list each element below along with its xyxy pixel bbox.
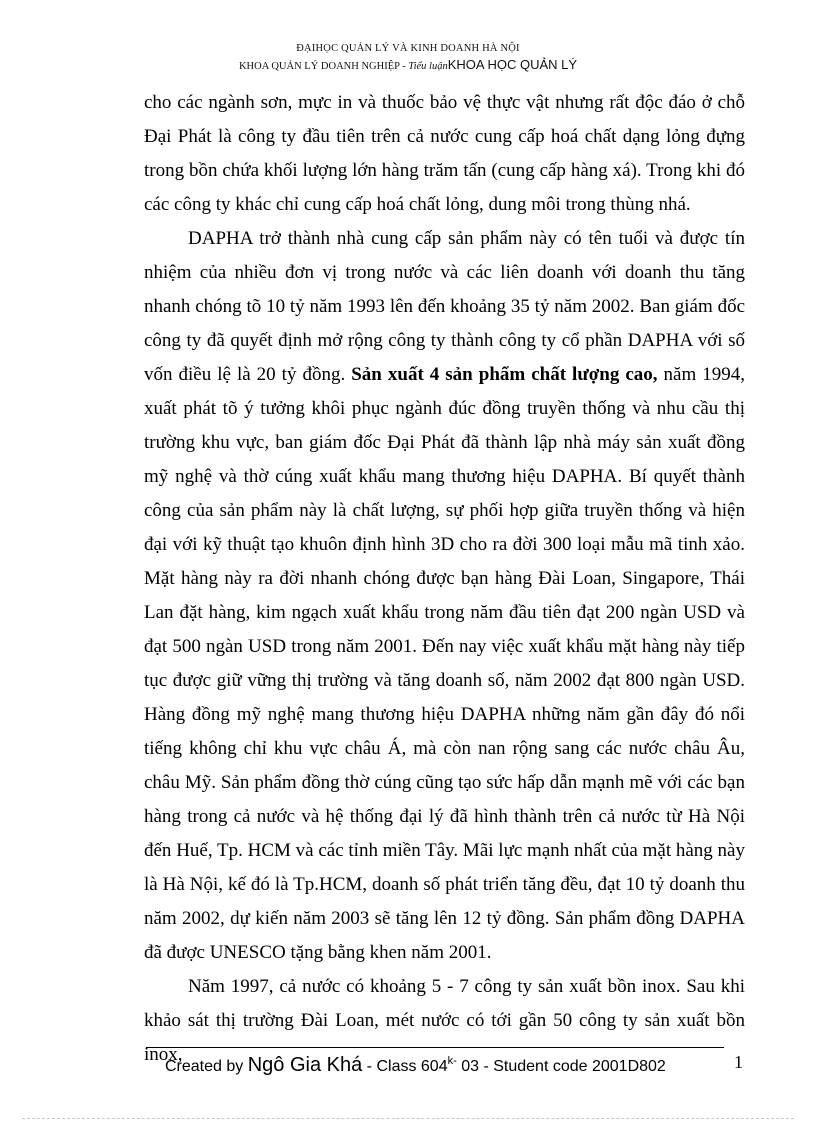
header-essay-label: Tiểu luận — [408, 61, 448, 72]
header-faculty — [0, 57, 816, 72]
paragraph-2-bold-heading: Sản xuất 4 sản phẩm chất lượng cao, — [351, 364, 658, 385]
paragraph-2-rest: năm 1994, xuất phát tõ ý tưởng khôi phục ngành đúc đồng truyền thống và nhu cầu thị trường khu vực, ban giám đốc Đại Phát đã thành lập nhà máy sản xuất đồng mỹ nghệ và thờ cúng xuất khẩu mang thương hiệu DAPHA. Bí quyết thành công của sản phẩm này là chất lượng, sự phối hợp giữa truyền thống và hiện đại với kỹ thuật tạo khuôn định hình 3D cho ra đời 300 loại mẫu mã tinh xảo. Mặt hàng này ra đời nhanh chóng được bạn hàng Đài Loan, Singapore, Thái Lan đặt hàng, kim ngạch xuất khẩu trong năm đầu tiên đạt 200 ngàn USD và đạt 500 ngàn USD trong năm 2001. Đến nay việc xuất khẩu mặt hàng này tiếp tục được giữ vững thị trường và tăng doanh số, năm 2002 đạt 800 ngàn USD. Hàng đồng mỹ nghệ mang thương hiệu DAPHA những năm gần đây đó nổi tiếng không chỉ khu vực châu Á, mà còn nan rộng sang các nước châu Âu, châu Mỹ. Sản phẩm đồng thờ cúng cũng tạo sức hấp dẫn mạnh mẽ với các bạn hàng trong cả nước và hệ thống đại lý đã hình thành trên cả nước từ Hà Nội đến Huế, Tp. HCM và các tỉnh miền Tây. Mãi lực mạnh nhất của mặt hàng này là Hà Nội, kế đó là Tp.HCM, doanh số phát triển tăng đều, đạt 10 tỷ doanh thu năm 2002, dự kiến năm 2003 sẽ tăng lên 12 tỷ đồng. Sản phẩm đồng DAPHA đã được UNESCO tặng bằng khen năm 2001. — [144, 364, 746, 963]
header-university: ĐẠIHỌC QUẢN LÝ VÀ KINH DOANH HÀ NỘI — [296, 43, 520, 54]
footer-created-by: Created by — [165, 1058, 248, 1075]
header-subject: KHOA HỌC QUẢN LÝ — [447, 57, 578, 72]
footer-credit — [165, 1054, 666, 1077]
paragraph-2-intro: DAPHA trở thành nhà cung cấp sản phẩm này có tên tuổi và được tín nhiệm của nhiều đơn vị trong nước và các liên doanh với doanh thu tăng nhanh chóng tõ 10 tỷ năm 1993 lên đến khoảng 35 tỷ năm 2002. Ban giám đốc công ty đã quyết định mở rộng công ty thành công ty cổ phần DAPHA với số vốn điều lệ là 20 tỷ đồng. — [144, 228, 745, 385]
paragraph-1: cho các ngành sơn, mực in và thuốc bảo vệ thực vật nhưng rất độc đáo ở chỗ Đại Phát là công ty đầu tiên trên cả nước cung cấp hoá chất dạng lỏng đựng trong bồn chứa khối lượng lớn hàng trăm tấn (cung cấp hàng xá). Trong khi đó các công ty khác chỉ cung cấp hoá chất lỏng, dung môi trong thùng nhá. — [144, 92, 745, 215]
paragraph-2 — [144, 222, 745, 970]
footer-divider — [146, 1047, 724, 1048]
header-faculty-prefix: KHOA QUẢN LÝ DOANH NGHIỆP - — [238, 61, 409, 72]
footer-class-superscript: k- — [447, 1055, 457, 1067]
footer-class: - Class 604 — [362, 1058, 448, 1075]
footer-author-name: Ngô Gia Khá — [247, 1054, 363, 1076]
body-text — [144, 86, 745, 1072]
footer-student-code: 03 - Student code 2001D802 — [456, 1058, 666, 1075]
paragraph-3: Năm 1997, cả nước có khoảng 5 - 7 công ty sản xuất bồn inox. Sau khi khảo sát thị trường Đài Loan, mét nước có tới gần 50 công ty sản xuất bồn inox, — [144, 976, 745, 1065]
page-number: 1 — [734, 1052, 743, 1072]
page-break-line — [22, 1118, 794, 1119]
